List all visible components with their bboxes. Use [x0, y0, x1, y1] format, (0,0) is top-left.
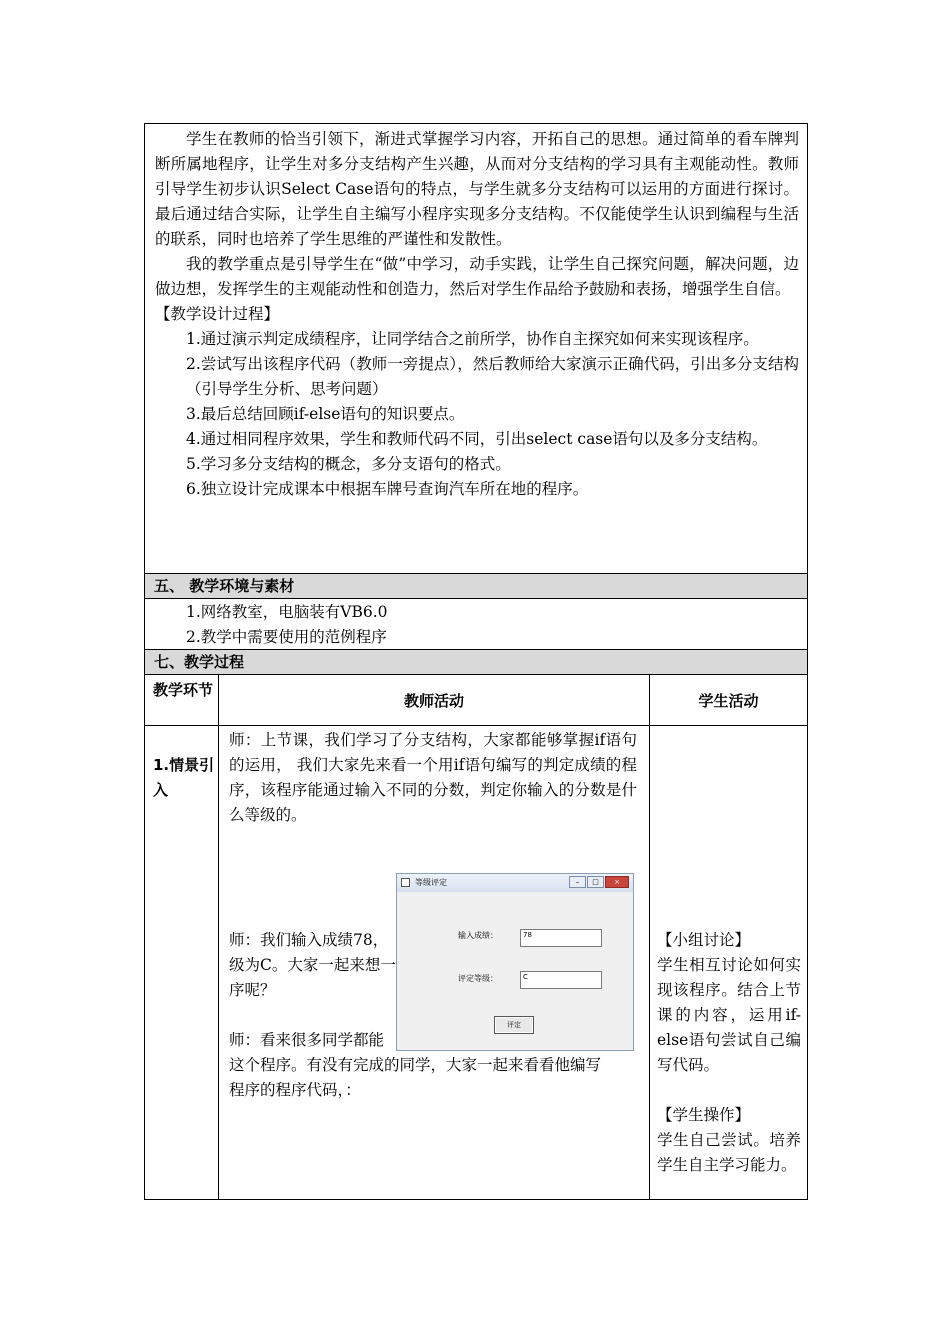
- teacher-line-3: 序呢？: [229, 981, 276, 999]
- section-5-item-1: 1.网络教室，电脑装有VB6.0: [186, 603, 388, 621]
- grade-program-window: [396, 873, 634, 1051]
- teacher-line-6: 程序的程序代码，：: [229, 1081, 361, 1099]
- section-5-items: [186, 600, 786, 650]
- teacher-line-5: 这个程序。有没有完成的同学，大家一起来看看他编写: [229, 1056, 602, 1074]
- teacher-line-4: 师：看来很多同学都能: [229, 1031, 385, 1049]
- grade-label: 评定等级：: [458, 974, 498, 983]
- design-step-4: 4.通过相同程序效果，学生和教师代码不同，引出select case语句以及多分支结构。: [186, 430, 768, 448]
- design-step-5: 5.学习多分支结构的概念，多分支语句的格式。: [186, 455, 511, 473]
- close-icon[interactable]: ×: [605, 876, 629, 888]
- grade-output[interactable]: C: [520, 971, 602, 989]
- section-5-title: 五、 教学环境与素材: [145, 574, 807, 598]
- student-text-discussion: 学生相互讨论如何实现该程序。结合上节课的内容，运用if-else语句尝试自己编写代码。: [657, 956, 801, 1074]
- teacher-activity-intro: [229, 728, 637, 828]
- minimize-icon[interactable]: –: [569, 876, 586, 888]
- window-body: [401, 893, 629, 1046]
- score-input[interactable]: 78: [520, 929, 602, 947]
- header-teacher: 教师活动: [403, 691, 464, 710]
- window-title: 等级评定: [415, 878, 447, 887]
- intro-paragraph-2: 我的教学重点是引导学生在“做”中学习，动手实践，让学生自己探究问题，解决问题，边做边想，发挥学生的主观能动性和创造力，然后对学生作品给予鼓励和表扬，增强学生自信。: [155, 255, 799, 298]
- student-activity: [657, 928, 801, 1178]
- design-heading: 【教学设计过程】: [155, 305, 280, 323]
- design-step-6: 6.独立设计完成课本中根据车牌号查询汽车所在地的程序。: [186, 480, 589, 498]
- teacher-line-1: 师：我们输入成绩78，: [229, 931, 389, 949]
- intro-block: [155, 127, 799, 502]
- teacher-line-2: 级为C。大家一起来想一: [229, 956, 396, 974]
- app-icon: [401, 878, 410, 887]
- design-step-3: 3.最后总结回顾if-else语句的知识要点。: [186, 405, 465, 423]
- score-label: 输入成绩：: [458, 931, 498, 940]
- student-heading-operation: 【学生操作】: [657, 1106, 751, 1124]
- section-7-title: 七、教学过程: [145, 650, 807, 674]
- design-step-2: 2.尝试写出该程序代码（教师一旁提点），然后教师给大家演示正确代码，引出多分支结构（引导学生分析、思考问题）: [186, 355, 799, 398]
- teacher-paragraph-1: 师：上节课，我们学习了分支结构，大家都能够掌握if语句的运用， 我们大家先来看一个用if语句编写的判定成绩的程序，该程序能通过输入不同的分数，判定你输入的分数是什么等级的。: [229, 731, 637, 824]
- header-student: 学生活动: [698, 691, 759, 710]
- window-titlebar: [397, 874, 633, 892]
- intro-paragraph-1: 学生在教师的恰当引领下，渐进式掌握学习内容，开拓自己的思想。通过简单的看车牌判断所属地程序，让学生对多分支结构产生兴趣，从而对分支结构的学习具有主观能动性。教师引导学生初步认识Select Case语句的特点，与学生就多分支结构可以运用的方面进行探讨。最后通过结合实际，让学生自主编写小程序实现多分支结构。不仅能使学生认识到编程与生活的联系，同时也培养了学生思维的严谨性和发散性。: [155, 130, 799, 248]
- section-5-item-2: 2.教学中需要使用的范例程序: [186, 628, 387, 646]
- stage-situation-intro: 1.情景引入: [153, 756, 215, 799]
- design-step-1: 1.通过演示判定成绩程序，让同学结合之前所学，协作自主探究如何来实现该程序。: [186, 330, 759, 348]
- student-text-operation: 学生自己尝试。培养学生自主学习能力。: [657, 1131, 801, 1174]
- window-controls: [569, 876, 629, 889]
- header-stage: 教学环节: [153, 681, 214, 699]
- evaluate-button[interactable]: 评定: [494, 1016, 534, 1034]
- maximize-icon[interactable]: □: [587, 876, 604, 888]
- student-heading-discussion: 【小组讨论】: [657, 931, 751, 949]
